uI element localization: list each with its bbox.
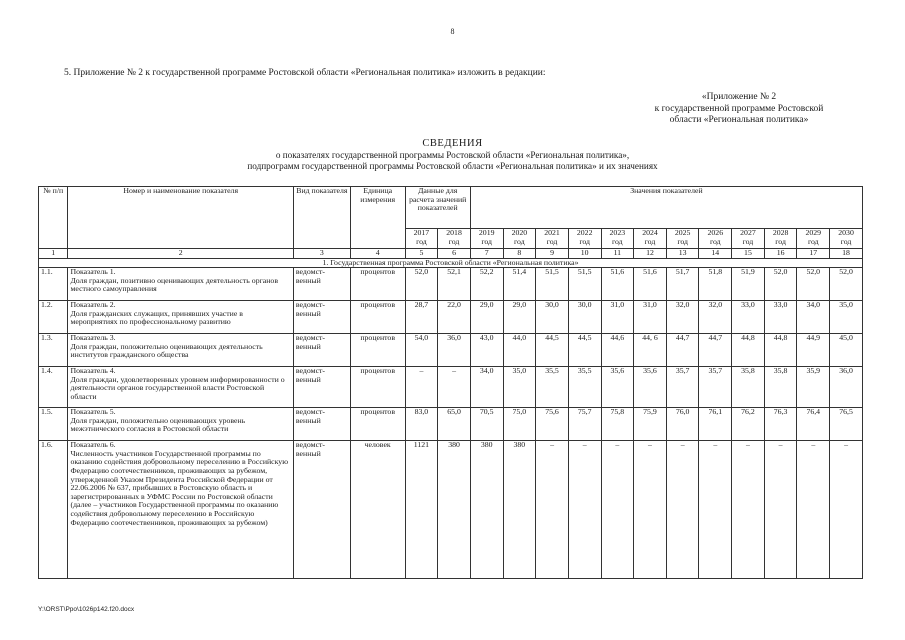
year-unit: год (677, 236, 688, 246)
indicator-value: 43,0 (470, 334, 503, 367)
indicator-value: 52,1 (438, 268, 471, 301)
indicator-value: 30,0 (568, 301, 601, 334)
year-unit: год (579, 236, 590, 246)
year-unit: год (612, 236, 623, 246)
indicator-value: – (405, 367, 438, 408)
indicators-table (38, 186, 863, 579)
indicator-value: 44,7 (666, 334, 699, 367)
indicator-value: 35,9 (797, 367, 830, 408)
column-number: 11 (601, 249, 634, 259)
indicator-value: 29,0 (470, 301, 503, 334)
table-row (39, 268, 863, 301)
indicator-value: 34,0 (797, 301, 830, 334)
indicator-value: 33,0 (732, 301, 765, 334)
table-row (39, 408, 863, 441)
indicator-value: 51,9 (732, 268, 765, 301)
year-header (470, 229, 503, 249)
column-number: 6 (438, 249, 471, 259)
year-value: 2022 (576, 228, 593, 237)
indicator-name (68, 408, 293, 441)
year-value: 2026 (707, 228, 724, 237)
table-row (39, 441, 863, 579)
year-value: 2019 (478, 228, 495, 237)
indicator-value: 44,0 (503, 334, 536, 367)
indicator-label: Показатель 6. (70, 440, 116, 450)
year-unit: год (448, 236, 460, 246)
indicator-value: – (601, 441, 634, 579)
header-type: Вид показателя (293, 187, 350, 249)
year-header (503, 229, 536, 249)
indicator-value: 52,0 (405, 268, 438, 301)
year-unit: год (807, 236, 819, 246)
year-header (797, 229, 830, 249)
indicator-value: 76,4 (797, 408, 830, 441)
year-header (634, 229, 667, 249)
file-path-footer: Y:\ORST\Ppo\1026p142.f20.docx (38, 606, 135, 613)
indicator-name (68, 268, 293, 301)
subtitle-line-1: о показателях государственной программы Ростовской области «Региональная политика», (275, 150, 630, 160)
indicator-value: 31,0 (634, 301, 667, 334)
indicator-type: ведомст-венный (293, 367, 350, 408)
indicator-description: Доля граждан, положительно оценивающих уровень межэтнического согласия в Ростовской области (70, 415, 246, 434)
year-value: 2025 (674, 228, 691, 237)
indicator-value: 35,0 (830, 301, 863, 334)
year-header (601, 229, 634, 249)
column-number: 14 (699, 249, 732, 259)
column-number: 10 (568, 249, 601, 259)
year-unit: год (775, 236, 786, 246)
header-values: Значения показателей (470, 187, 862, 229)
indicator-value: 35,5 (536, 367, 569, 408)
row-number: 1.6. (39, 441, 68, 579)
indicator-description: Численность участников Государственной программы по оказанию содействия добровольному переселению в Российскую Федерацию соотечественников, проживающих за рубежом, утвержденной Указом Президента Российской Федерации от 22.06.2006 № 637, прибывших в Ростовскую область и зарегистрированных в УФМС России по Ростовской области (далее – участников Государственной программы по оказанию содействия добровольному переселению в Российскую Федерацию соотечественников, проживающих за рубежом) (70, 448, 289, 527)
indicator-value: 36,0 (438, 334, 471, 367)
row-number: 1.3. (39, 334, 68, 367)
year-value: 2024 (642, 228, 658, 237)
page-number: 8 (450, 27, 455, 36)
indicator-value: – (732, 441, 765, 579)
year-value: 2018 (446, 228, 462, 237)
indicator-value: 76,5 (830, 408, 863, 441)
column-number: 15 (732, 249, 765, 259)
indicator-name (68, 367, 293, 408)
indicator-value: – (568, 441, 601, 579)
indicator-unit: процентов (350, 334, 405, 367)
column-number: 12 (634, 249, 667, 259)
indicator-unit: процентов (350, 268, 405, 301)
row-number: 1.4. (39, 367, 68, 408)
indicator-value: 34,0 (470, 367, 503, 408)
indicator-value: 45,0 (830, 334, 863, 367)
indicator-value: 35,5 (568, 367, 601, 408)
year-value: 2027 (740, 228, 756, 237)
indicator-value: 44,5 (536, 334, 569, 367)
indicator-unit: процентов (350, 367, 405, 408)
indicator-value: 35,8 (732, 367, 765, 408)
indicator-value: – (536, 441, 569, 579)
indicator-value: 54,0 (405, 334, 438, 367)
indicator-type: ведомст-венный (293, 408, 350, 441)
year-header (536, 229, 569, 249)
column-number: 3 (293, 249, 350, 259)
table-row (39, 334, 863, 367)
year-unit: год (644, 236, 656, 246)
year-unit: год (709, 236, 721, 246)
indicator-value: 44,5 (568, 334, 601, 367)
indicator-value: 35,7 (699, 367, 732, 408)
indicator-value: 35,8 (764, 367, 797, 408)
indicator-description: Доля граждан, положительно оценивающих деятельность институтов гражданского общества (70, 341, 263, 360)
indicator-value: 1121 (405, 441, 438, 579)
appendix-line-2: к государственной программе Ростовской (654, 103, 824, 114)
indicator-value: 51,8 (699, 268, 732, 301)
indicator-value: 380 (438, 441, 471, 579)
document-title: СВЕДЕНИЯ (422, 138, 483, 149)
indicator-label: Показатель 4. (70, 366, 116, 376)
year-header (405, 229, 438, 249)
year-unit: год (546, 236, 558, 246)
column-number: 18 (830, 249, 863, 259)
year-unit: год (840, 236, 852, 246)
indicator-type: ведомст-венный (293, 441, 350, 579)
table-row (39, 301, 863, 334)
indicator-value: 75,6 (536, 408, 569, 441)
indicator-type: ведомст-венный (293, 301, 350, 334)
table-row (39, 367, 863, 408)
indicator-value: 51,5 (536, 268, 569, 301)
column-number: 4 (350, 249, 405, 259)
indicator-value: – (797, 441, 830, 579)
year-header (666, 229, 699, 249)
year-value: 2017 (413, 228, 430, 237)
intro-paragraph: 5. Приложение № 2 к государственной программе Ростовской области «Региональная политика» изложить в редакции: (64, 68, 546, 78)
indicator-value: 75,7 (568, 408, 601, 441)
indicator-value: 76,3 (764, 408, 797, 441)
year-value: 2020 (511, 228, 528, 237)
appendix-line-3: области «Региональная политика» (669, 115, 809, 125)
indicator-value: – (666, 441, 699, 579)
indicator-value: 75,8 (601, 408, 634, 441)
indicator-value: 44,6 (601, 334, 634, 367)
indicator-value: 35,6 (601, 367, 634, 408)
subtitle-line-2: подпрограмм государственной программы Ростовской области «Региональная политика» и их значениях (247, 160, 658, 171)
indicator-value: 36,0 (830, 367, 863, 408)
indicator-name (68, 441, 293, 579)
indicator-value: 52,0 (797, 268, 830, 301)
indicator-value: 76,0 (666, 408, 699, 441)
indicator-value: 76,1 (699, 408, 732, 441)
document-subtitle (0, 150, 905, 171)
year-header (764, 229, 797, 249)
indicator-value: 30,0 (536, 301, 569, 334)
header-num: № п/п (39, 187, 68, 249)
year-header (830, 229, 863, 249)
year-unit: год (514, 236, 525, 246)
indicator-unit: человек (350, 441, 405, 579)
year-header (732, 229, 765, 249)
indicator-name (68, 334, 293, 367)
section-title: 1. Государственная программа Ростовской области «Региональная политика» (39, 258, 863, 268)
indicator-value: 44,7 (699, 334, 732, 367)
row-number: 1.2. (39, 301, 68, 334)
year-value: 2021 (544, 228, 560, 237)
indicator-value: 51,6 (601, 268, 634, 301)
indicator-value: 52,2 (470, 268, 503, 301)
indicator-value: 44,8 (732, 334, 765, 367)
indicator-value: 51,7 (666, 268, 699, 301)
indicator-value: – (634, 441, 667, 579)
year-header (438, 229, 471, 249)
indicator-value: 380 (503, 441, 536, 579)
indicator-label: Показатель 5. (70, 407, 116, 417)
appendix-heading (624, 92, 854, 127)
indicator-label: Показатель 3. (70, 333, 116, 343)
indicator-value: 51,5 (568, 268, 601, 301)
indicator-unit: процентов (350, 301, 405, 334)
row-number: 1.1. (39, 268, 68, 301)
indicator-value: 29,0 (503, 301, 536, 334)
indicator-value: 35,6 (634, 367, 667, 408)
column-number: 17 (797, 249, 830, 259)
indicator-type: ведомст-венный (293, 334, 350, 367)
indicator-name (68, 301, 293, 334)
column-number: 16 (764, 249, 797, 259)
indicator-value: 35,7 (666, 367, 699, 408)
indicator-value: 33,0 (764, 301, 797, 334)
indicator-description: Доля граждан, удовлетворенных уровнем информированности о деятельности органов государственной власти Ростовской области (70, 374, 285, 401)
indicator-value: 70,5 (470, 408, 503, 441)
header-unit: Единица измерения (350, 187, 405, 249)
indicator-value: 44,9 (797, 334, 830, 367)
indicator-unit: процентов (350, 408, 405, 441)
year-header (568, 229, 601, 249)
indicator-value: 35,0 (503, 367, 536, 408)
indicator-description: Доля граждан, позитивно оценивающих деятельность органов местного самоуправления (70, 275, 279, 294)
column-number: 8 (503, 249, 536, 259)
indicator-description: Доля гражданских служащих, принявших участие в мероприятиях по профессиональному развитию (70, 308, 243, 327)
indicator-label: Показатель 1. (70, 267, 116, 277)
year-value: 2023 (609, 228, 626, 237)
column-number: 7 (470, 249, 503, 259)
column-number: 1 (39, 249, 68, 259)
indicator-label: Показатель 2. (70, 300, 116, 310)
indicator-value: 65,0 (438, 408, 471, 441)
column-number: 5 (405, 249, 438, 259)
indicator-value: – (438, 367, 471, 408)
indicator-type: ведомст-венный (293, 268, 350, 301)
indicator-value: 380 (470, 441, 503, 579)
year-header (699, 229, 732, 249)
indicator-value: – (830, 441, 863, 579)
indicator-value: 32,0 (666, 301, 699, 334)
year-unit: год (481, 236, 493, 246)
indicator-value: 52,0 (764, 268, 797, 301)
indicator-value: 51,4 (503, 268, 536, 301)
column-number: 9 (536, 249, 569, 259)
year-unit: год (742, 236, 754, 246)
indicator-value: 44,8 (764, 334, 797, 367)
indicator-value: 52,0 (830, 268, 863, 301)
row-number: 1.5. (39, 408, 68, 441)
header-base-data: Данные для расчета значений показателей (405, 187, 470, 229)
appendix-line-1: «Приложение № 2 (701, 92, 777, 102)
indicator-value: 51,6 (634, 268, 667, 301)
column-number: 2 (68, 249, 293, 259)
indicator-value: 83,0 (405, 408, 438, 441)
indicator-value: 31,0 (601, 301, 634, 334)
indicator-value: 75,0 (503, 408, 536, 441)
indicator-value: – (699, 441, 732, 579)
year-value: 2029 (805, 228, 822, 237)
indicator-value: 44, 6 (634, 334, 667, 367)
indicator-value: 22,0 (438, 301, 471, 334)
indicator-value: 75,9 (634, 408, 667, 441)
column-number: 13 (666, 249, 699, 259)
year-unit: год (416, 236, 427, 246)
indicator-value: – (764, 441, 797, 579)
year-value: 2028 (772, 228, 789, 237)
indicator-value: 32,0 (699, 301, 732, 334)
indicator-value: 76,2 (732, 408, 765, 441)
header-name: Номер и наименование показателя (68, 187, 293, 249)
indicator-value: 28,7 (405, 301, 438, 334)
year-value: 2030 (838, 228, 854, 237)
